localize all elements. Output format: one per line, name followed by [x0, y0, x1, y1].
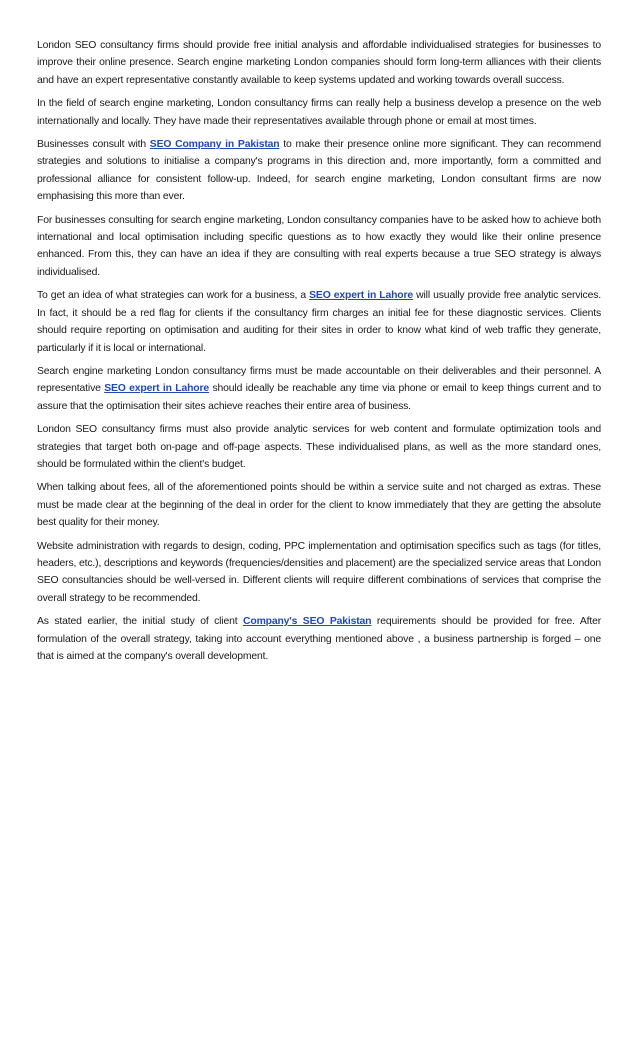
paragraph-text: should ideally be reachable any time via phone or email to keep things current and to assure that the optimisation their sites achieve reaches their entire area of business.: [37, 383, 601, 412]
paragraph-text: Businesses consult with: [37, 139, 150, 151]
company-seo-pakistan-link[interactable]: Company's SEO Pakistan: [243, 616, 372, 628]
paragraph: [37, 613, 601, 665]
seo-company-pakistan-link[interactable]: SEO Company in Pakistan: [149, 139, 280, 151]
paragraph: [37, 287, 601, 357]
paragraph: [37, 136, 601, 206]
paragraph-text: Search engine marketing London consultancy firms must be made accountable on their deliverables and their personnel. A representative: [37, 365, 601, 395]
paragraph: London SEO consultancy firms should provide free initial analysis and affordable individualised strategies for businesses to improve their online presence. Search engine marketing London companies should form long-term alliances with their clients and have an expert representative constantly available to keep systems updated and working towards overall success.: [37, 40, 601, 86]
seo-expert-lahore-link[interactable]: SEO expert in Lahore: [104, 383, 210, 395]
paragraph: In the field of search engine marketing, London consultancy firms can really help a business develop a presence on the web internationally and locally. They have made their representatives available through phone or email at most times.: [37, 98, 601, 127]
document-page: [37, 37, 601, 671]
paragraph-text: As stated earlier, the initial study of client: [37, 616, 244, 628]
paragraph: Website administration with regards to design, coding, PPC implementation and optimisation specifics such as tags (for titles, headers, etc.), descriptions and keywords (frequencies/densities and placement) are the specialized service areas that London SEO consultancies should be well-versed in. Different clients will require different combinations of services that comprise the overall strategy to be recommended.: [37, 540, 601, 604]
paragraph: When talking about fees, all of the aforementioned points should be within a service suite and not charged as extras. These must be made clear at the beginning of the deal in order for the client to know immediately that they are getting the absolute best quality for their money.: [37, 482, 601, 529]
seo-expert-lahore-link[interactable]: SEO expert in Lahore: [309, 290, 414, 302]
paragraph-text: to make their presence online more significant. They can recommend strategies and solutions to initialise a company's programs in this direction and, more importantly, form a committed and professional alliance for consistent follow-up. Indeed, for search engine marketing, London consultant firms are now emphasising this more than ever.: [37, 139, 601, 203]
paragraph: London SEO consultancy firms must also provide analytic services for web content and formulate optimization tools and strategies that target both on-page and off-page aspects. These individualised plans, as well as the more standard ones, should be formulated within the client's budget.: [37, 424, 601, 470]
paragraph-text: To get an idea of what strategies can work for a business, a: [37, 290, 310, 302]
paragraph-text: requirements should be provided for free. After formulation of the overall strategy, taking into account everything mentioned above , a business partnership is forged – one that is aimed at the company's overall development.: [37, 616, 602, 662]
paragraph: [37, 363, 601, 415]
paragraph-text: will usually provide free analytic services. In fact, it should be a red flag for clients if the consultancy firm charges an initial fee for these diagnostic services. Clients should require reporting on optimisation and auditing for their sites in order to know what kind of web traffic they generate, particularly if it is local or international.: [37, 290, 601, 354]
paragraph: For businesses consulting for search engine marketing, London consultancy companies have to be asked how to achieve both international and local optimisation including specific questions as to how exactly they would like their online presence enhanced. From this, they can have an idea if they are consulting with real experts because a true SEO strategy is always individualised.: [37, 214, 601, 278]
